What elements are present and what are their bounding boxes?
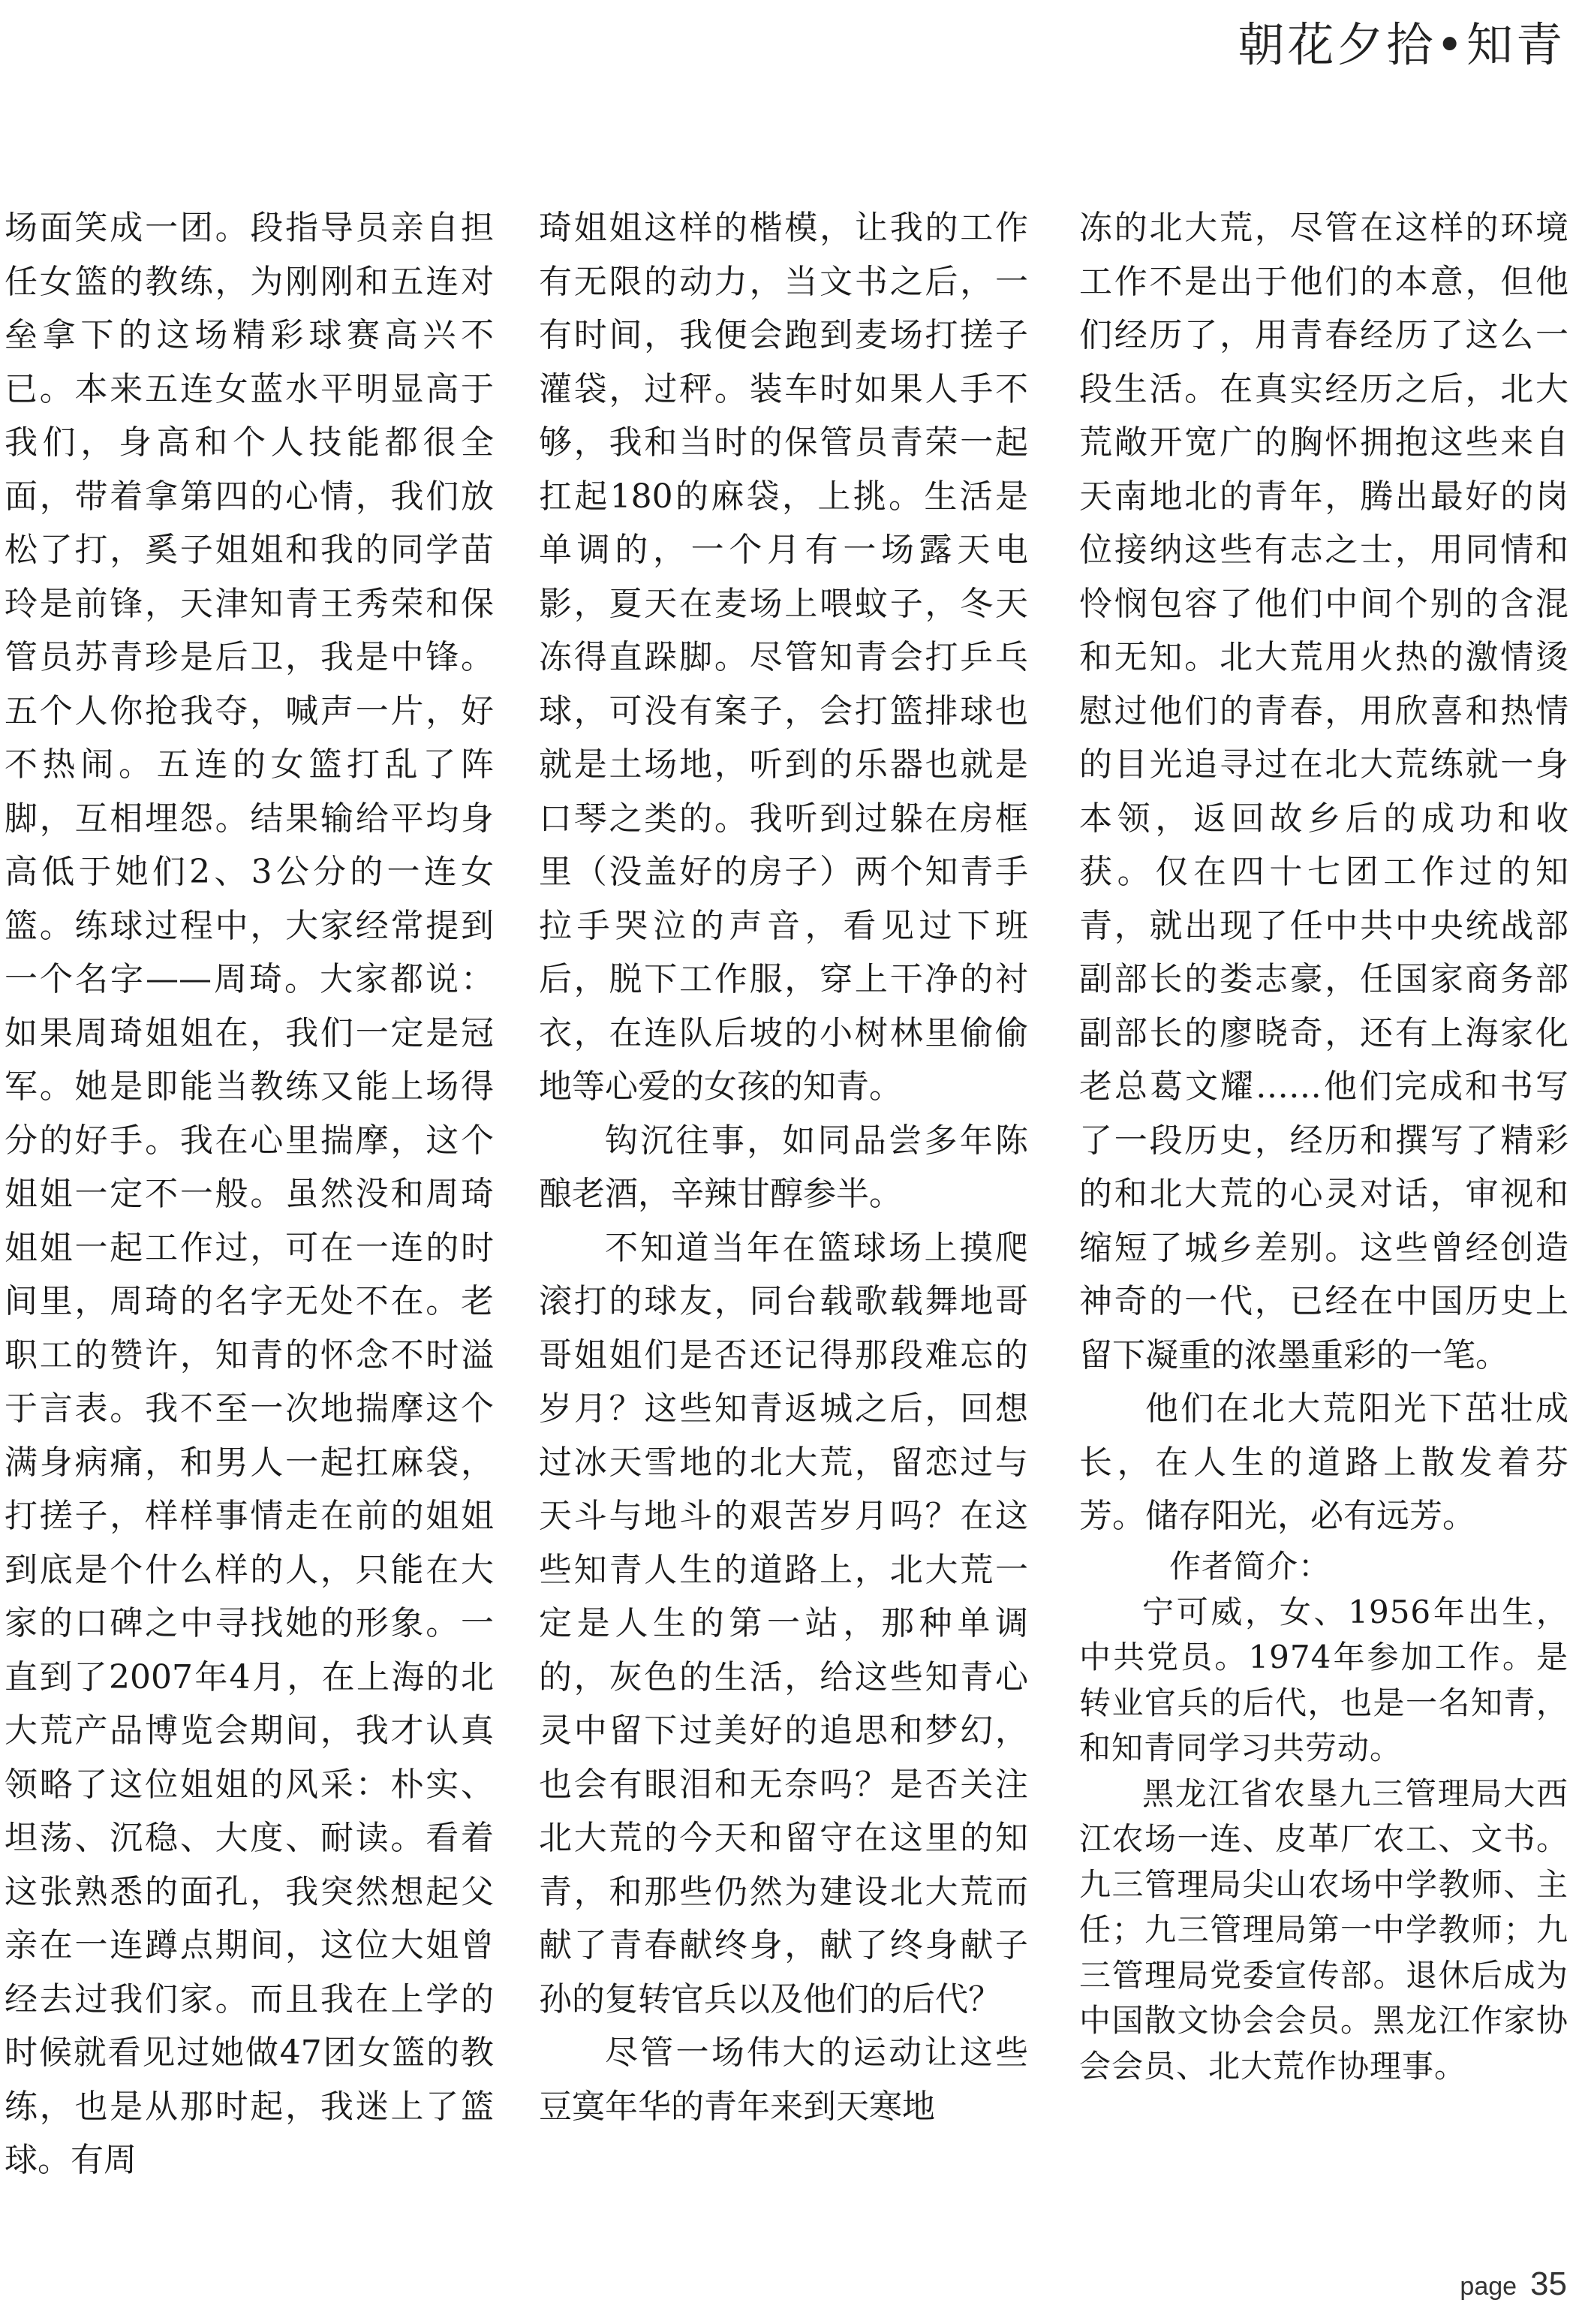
article-column-3 xyxy=(1079,201,1568,2089)
paragraph: 钩沉往事，如同品尝多年陈酿老酒，辛辣甘醇参半。 xyxy=(539,1121,1028,1213)
article-column-2 xyxy=(539,201,1028,2133)
page-number xyxy=(1460,2265,1567,2303)
article-column-1 xyxy=(5,201,494,2187)
author-bio xyxy=(1079,1543,1568,2090)
section-header: 朝花夕拾•知青 xyxy=(1238,17,1565,72)
author-bio-title: 作者简介： xyxy=(1169,1547,1331,1585)
page-label: page xyxy=(1460,2272,1517,2301)
page-number-value: 35 xyxy=(1530,2265,1567,2302)
author-bio-paragraph: 黑龙江省农垦九三管理局大西江农场一连、皮革厂农工、文书。九三管理局尖山农场中学教师、主任；九三管理局第一中学教师；九三管理局党委宣传部。退休后成为中国散文协会会员。黑龙江作家协会会员、北大荒作协理事。 xyxy=(1079,1775,1568,2085)
paragraph: 场面笑成一团。段指导员亲自担任女篮的教练，为刚刚和五连对垒拿下的这场精彩球赛高兴不已。本来五连女蓝水平明显高于我们，身高和个人技能都很全面，带着拿第四的心情，我们放松了打，奚子姐姐和我的同学苗玲是前锋，天津知青王秀荣和保管员苏青珍是后卫，我是中锋。五个人你抢我夺，喊声一片，好不热闹。五连的女篮打乱了阵脚，互相埋怨。结果输给平均身高低于她们2、3公分的一连女篮。练球过程中，大家经常提到一个名字——周琦。大家都说：如果周琦姐姐在，我们一定是冠军。她是即能当教练又能上场得分的好手。我在心里揣摩，这个姐姐一定不一般。虽然没和周琦姐姐一起工作过，可在一连的时间里，周琦的名字无处不在。老职工的赞许，知青的怀念不时溢于言表。我不至一次地揣摩这个满身病痛，和男人一起扛麻袋，打搓子，样样事情走在前的姐姐到底是个什么样的人，只能在大家的口碑之中寻找她的形象。一直到了2007年4月，在上海的北大荒产品博览会期间，我才认真领略了这位姐姐的风采：朴实、坦荡、沉稳、大度、耐读。看着这张熟悉的面孔，我突然想起父亲在一连蹲点期间，这位大姐曾经去过我们家。而且我在上学的时候就看见过她做47团女篮的教练，也是从那时起，我迷上了篮球。有周 xyxy=(5,209,494,2179)
paragraph: 琦姐姐这样的楷模，让我的工作有无限的动力，当文书之后，一有时间，我便会跑到麦场打搓子灌袋，过秤。装车时如果人手不够，我和当时的保管员青荣一起扛起180的麻袋，上挑。生活是单调的，一个月有一场露天电影，夏天在麦场上喂蚊子，冬天冻得直跺脚。尽管知青会打乒乓球，可没有案子，会打篮排球也就是土场地，听到的乐器也就是口琴之类的。我听到过躲在房框里（没盖好的房子）两个知青手拉手哭泣的声音，看见过下班后，脱下工作服，穿上干净的衬衣，在连队后坡的小树林里偷偷地等心爱的女孩的知青。 xyxy=(539,209,1028,1106)
paragraph: 尽管一场伟大的运动让这些豆寞年华的青年来到天寒地 xyxy=(539,2034,1028,2126)
paragraph: 他们在北大荒阳光下茁壮成长，在人生的道路上散发着芬芳。储存阳光，必有远芳。 xyxy=(1079,1389,1568,1535)
author-bio-paragraph: 宁可威，女、1956年出生，中共党员。1974年参加工作。是转业官兵的后代，也是一名知青，和知青同学习共劳动。 xyxy=(1079,1593,1568,1766)
paragraph: 不知道当年在篮球场上摸爬滚打的球友，同台载歌载舞地哥哥姐姐们是否还记得那段难忘的岁月？这些知青返城之后，回想过冰天雪地的北大荒，留恋过与天斗与地斗的艰苦岁月吗？在这些知青人生的道路上，北大荒一定是人生的第一站，那种单调的，灰色的生活，给这些知青心灵中留下过美好的追思和梦幻，也会有眼泪和无奈吗？是否关注北大荒的今天和留守在这里的知青，和那些仍然为建设北大荒而献了青春献终身，献了终身献子孙的复转官兵以及他们的后代？ xyxy=(539,1228,1028,2018)
paragraph: 冻的北大荒，尽管在这样的环境工作不是出于他们的本意，但他们经历了，用青春经历了这么一段生活。在真实经历之后，北大荒敞开宽广的胸怀拥抱这些来自天南地北的青年，腾出最好的岗位接纳这些有志之士，用同情和怜悯包容了他们中间个别的含混和无知。北大荒用火热的激情烫慰过他们的青春，用欣喜和热情的目光追寻过在北大荒练就一身本领，返回故乡后的成功和收获。仅在四十七团工作过的知青，就出现了任中共中央统战部副部长的娄志豪，任国家商务部副部长的廖晓奇，还有上海家化老总葛文耀……他们完成和书写了一段历史，经历和撰写了精彩的和北大荒的心灵对话，审视和缩短了城乡差别。这些曾经创造神奇的一代，已经在中国历史上留下凝重的浓墨重彩的一笔。 xyxy=(1079,209,1568,1374)
